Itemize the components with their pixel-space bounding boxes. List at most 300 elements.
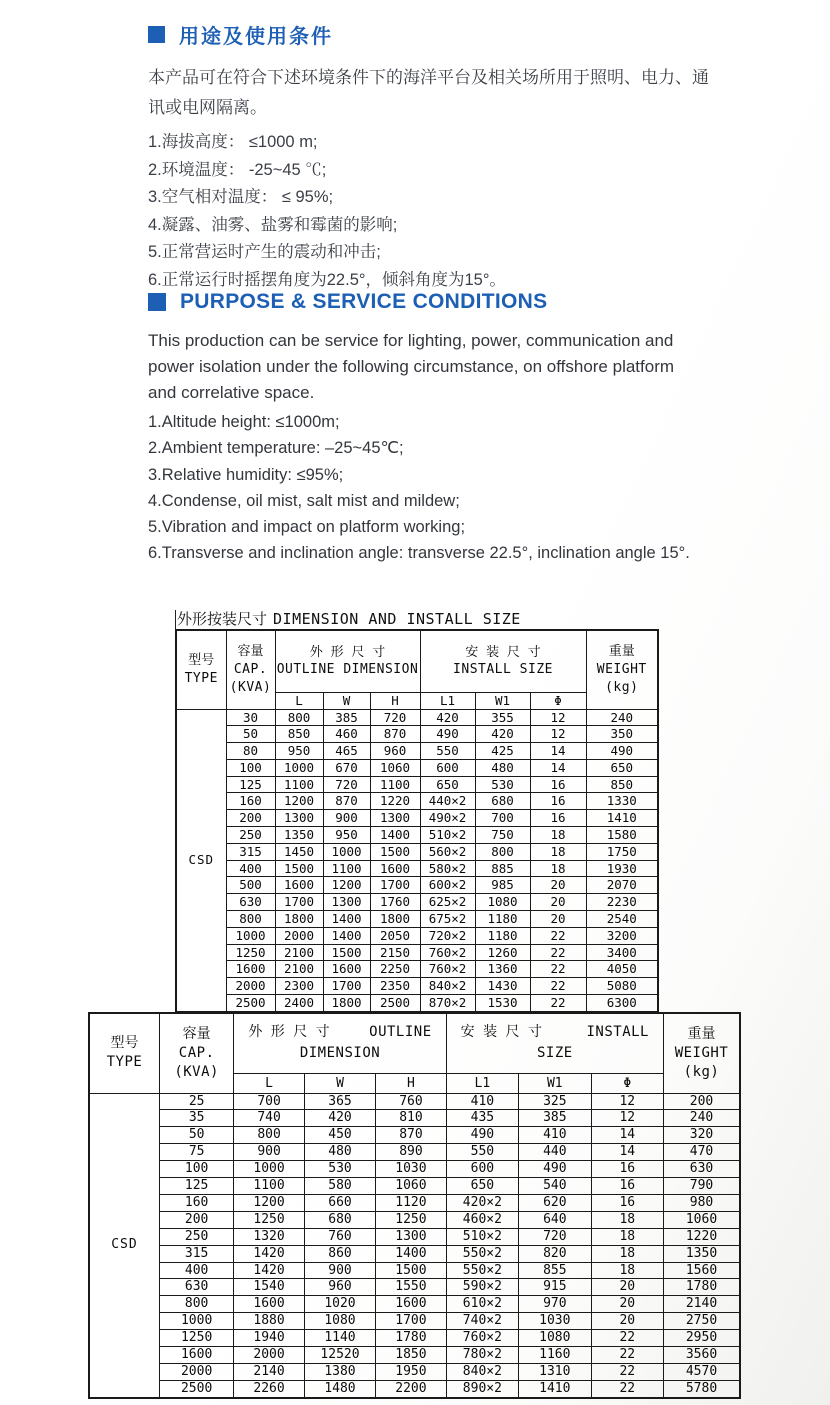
table-cell: 1080 <box>519 1330 591 1347</box>
table-cell: 1100 <box>275 776 323 793</box>
table-cell: 600 <box>420 759 475 776</box>
table-cell: 16 <box>591 1194 663 1211</box>
table-cell: 2000 <box>234 1347 304 1364</box>
table-cell: 18 <box>530 860 586 877</box>
table-cell: 460 <box>323 726 370 743</box>
table-cell: 1080 <box>475 894 530 911</box>
th-install-size <box>420 630 586 692</box>
table1-title <box>175 610 659 629</box>
table-cell: 1100 <box>370 776 420 793</box>
table-cell: 1100 <box>234 1178 304 1195</box>
table-cell: 720 <box>323 776 370 793</box>
table-cell: 410 <box>519 1127 591 1144</box>
table-cell: 200 <box>664 1093 741 1110</box>
table-cell: 50 <box>226 726 275 743</box>
condition-item-en: 4.Condense, oil mist, salt mist and mildew; <box>148 491 460 510</box>
blue-square-icon <box>148 26 165 43</box>
table-cell: 560×2 <box>420 843 475 860</box>
table-row <box>176 860 658 877</box>
th-cap-en: CAP. <box>233 661 268 677</box>
table-cell: 2500 <box>159 1380 233 1397</box>
table-cell: 490 <box>519 1161 591 1178</box>
table-cell: 385 <box>323 709 370 726</box>
table-cell: 625×2 <box>420 894 475 911</box>
table-row <box>176 995 658 1012</box>
table-cell: 720×2 <box>420 927 475 944</box>
table-cell: 960 <box>304 1279 375 1296</box>
table-cell: 970 <box>519 1296 591 1313</box>
table-cell: 1360 <box>475 961 530 978</box>
table-cell: 1200 <box>275 793 323 810</box>
section-en <box>148 290 748 567</box>
th-weight <box>664 1013 741 1093</box>
table-cell: 2100 <box>275 944 323 961</box>
table-row <box>176 726 658 743</box>
table-cell: 840×2 <box>446 1364 518 1381</box>
table-cell: 490 <box>586 743 658 760</box>
table-cell: 1760 <box>370 894 420 911</box>
table-cell: 1700 <box>376 1313 446 1330</box>
table-cell: 1750 <box>586 843 658 860</box>
table-cell: 720 <box>370 709 420 726</box>
table1-title-en: DIMENSION AND INSTALL SIZE <box>273 610 521 628</box>
table-row <box>176 709 658 726</box>
table-cell: 1220 <box>664 1228 741 1245</box>
table-cell: 1560 <box>664 1262 741 1279</box>
table-cell: 1000 <box>323 843 370 860</box>
table-cell: 420 <box>475 726 530 743</box>
table-cell: 2070 <box>586 877 658 894</box>
table-cell: 650 <box>586 759 658 776</box>
table-cell: 1700 <box>275 894 323 911</box>
table-row <box>176 894 658 911</box>
table-cell: 200 <box>226 810 275 827</box>
th-cap-en: CAP. <box>178 1044 215 1061</box>
table-cell: 18 <box>591 1245 663 1262</box>
th-H: H <box>370 692 420 709</box>
th-L: L <box>234 1073 304 1093</box>
table-cell: 720 <box>519 1228 591 1245</box>
table-cell: 4050 <box>586 961 658 978</box>
table-cell: 1600 <box>370 860 420 877</box>
table-cell: 420×2 <box>446 1194 518 1211</box>
table-cell: 1330 <box>586 793 658 810</box>
table-cell: 1250 <box>226 944 275 961</box>
table-cell: 1080 <box>304 1313 375 1330</box>
type-cell: CSD <box>176 709 226 1012</box>
th-W: W <box>304 1073 375 1093</box>
table-cell: 18 <box>591 1211 663 1228</box>
section-en-title: PURPOSE & SERVICE CONDITIONS <box>180 290 548 313</box>
table-cell: 610×2 <box>446 1296 518 1313</box>
table-cell: 5080 <box>586 978 658 995</box>
table-cell: 100 <box>226 759 275 776</box>
table-cell: 1320 <box>234 1228 304 1245</box>
table-cell: 1450 <box>275 843 323 860</box>
table-cell: 1600 <box>226 961 275 978</box>
th-type-cn: 型号 <box>188 653 215 669</box>
th-outline-en2: DIMENSION <box>299 1045 381 1062</box>
th-phi: Φ <box>530 692 586 709</box>
table-cell: 16 <box>530 776 586 793</box>
table-cell: 1580 <box>586 827 658 844</box>
table-cell: 20 <box>530 911 586 928</box>
table-cell: 820 <box>519 1245 591 1262</box>
table-cell: 465 <box>323 743 370 760</box>
table-cell: 12 <box>591 1110 663 1127</box>
table-cell: 480 <box>304 1144 375 1161</box>
table-cell: 810 <box>376 1110 446 1127</box>
table-cell: 950 <box>323 827 370 844</box>
table-cell: 985 <box>475 877 530 894</box>
table-cell: 740 <box>234 1110 304 1127</box>
table-cell: 780×2 <box>446 1347 518 1364</box>
table-cell: 18 <box>530 843 586 860</box>
table-cell: 1780 <box>376 1330 446 1347</box>
table-cell: 2100 <box>275 961 323 978</box>
th-capacity <box>159 1013 233 1093</box>
section-cn-paragraph: 本产品可在符合下述环境条件下的海洋平台及相关场所用于照明、电力、通讯或电网隔离。 <box>148 68 709 117</box>
th-cap-cn: 容量 <box>182 1025 211 1042</box>
table-cell: 1000 <box>226 927 275 944</box>
condition-item-en: 5.Vibration and impact on platform working; <box>148 518 466 537</box>
table-cell: 25 <box>159 1093 233 1110</box>
table-row <box>176 927 658 944</box>
table-cell: 75 <box>159 1144 233 1161</box>
table1-block <box>175 610 659 1013</box>
th-weight-cn: 重量 <box>687 1025 716 1042</box>
table-cell: 410 <box>446 1093 518 1110</box>
table-cell: 20 <box>591 1296 663 1313</box>
table-cell: 1410 <box>519 1380 591 1397</box>
th-weight-unit: (kg) <box>683 1063 720 1080</box>
table-cell: 385 <box>519 1110 591 1127</box>
th-type-cn: 型号 <box>110 1035 139 1052</box>
table-cell: 1350 <box>664 1245 741 1262</box>
table-cell: 1530 <box>475 995 530 1012</box>
table-cell: 3200 <box>586 927 658 944</box>
section-en-list <box>148 409 748 567</box>
table-row <box>89 1262 740 1279</box>
th-W1: W1 <box>519 1073 591 1093</box>
table-cell: 2150 <box>370 944 420 961</box>
table-cell: 870×2 <box>420 995 475 1012</box>
table-cell: 1800 <box>323 995 370 1012</box>
table-cell: 1800 <box>370 911 420 928</box>
table-cell: 160 <box>226 793 275 810</box>
table-cell: 22 <box>530 995 586 1012</box>
th-outline-dimension <box>234 1013 446 1073</box>
table-cell: 790 <box>664 1178 741 1195</box>
table-cell: 1300 <box>275 810 323 827</box>
table-row <box>89 1296 740 1313</box>
table1-body <box>176 709 658 1012</box>
table-row <box>89 1110 740 1127</box>
table-cell: 870 <box>376 1127 446 1144</box>
table-cell: 800 <box>234 1127 304 1144</box>
table-cell: 1120 <box>376 1194 446 1211</box>
dimension-install-table-2 <box>88 1012 741 1399</box>
th-outline-en1: OUTLINE <box>369 1024 432 1041</box>
table-cell: 14 <box>591 1127 663 1144</box>
table-cell: 580 <box>304 1178 375 1195</box>
table-cell: 16 <box>530 810 586 827</box>
table-cell: 2140 <box>664 1296 741 1313</box>
th-cap-unit: (KVA) <box>229 679 272 695</box>
th-weight-cn: 重量 <box>608 644 635 660</box>
table-cell: 540 <box>519 1178 591 1195</box>
table-cell: 325 <box>519 1093 591 1110</box>
table-cell: 2300 <box>275 978 323 995</box>
table-cell: 760 <box>376 1093 446 1110</box>
table-cell: 470 <box>664 1144 741 1161</box>
section-en-paragraph: This production can be service for lighting, power, communication and power isolation under the following circumstance, on offshore platform and correlative space. <box>148 331 675 402</box>
th-install-en2: SIZE <box>536 1045 573 1062</box>
table-cell: 500 <box>226 877 275 894</box>
table1-header-group-row <box>176 630 658 692</box>
table-cell: 315 <box>226 843 275 860</box>
table-cell: 1160 <box>519 1347 591 1364</box>
th-type <box>176 630 226 709</box>
table-cell: 760×2 <box>446 1330 518 1347</box>
table-cell: 425 <box>475 743 530 760</box>
table-cell: 1220 <box>370 793 420 810</box>
table-row <box>89 1144 740 1161</box>
table-cell: 1800 <box>275 911 323 928</box>
table-cell: 1000 <box>234 1161 304 1178</box>
table-cell: 2050 <box>370 927 420 944</box>
table-cell: 435 <box>446 1110 518 1127</box>
table-cell: 1260 <box>475 944 530 961</box>
table-cell: 450 <box>304 1127 375 1144</box>
table-cell: 530 <box>475 776 530 793</box>
table-cell: 1600 <box>323 961 370 978</box>
table-row <box>176 961 658 978</box>
table-cell: 420 <box>420 709 475 726</box>
table-cell: 2260 <box>234 1380 304 1397</box>
table-cell: 675×2 <box>420 911 475 928</box>
table-row <box>176 978 658 995</box>
type-cell: CSD <box>89 1093 159 1398</box>
table-cell: 660 <box>304 1194 375 1211</box>
section-cn <box>148 20 748 294</box>
table-cell: 550 <box>446 1144 518 1161</box>
table-cell: 1950 <box>376 1364 446 1381</box>
table-cell: 240 <box>586 709 658 726</box>
table-cell: 680 <box>475 793 530 810</box>
th-type <box>89 1013 159 1093</box>
table-cell: 2500 <box>226 995 275 1012</box>
th-cap-unit: (KVA) <box>174 1063 219 1080</box>
table-cell: 18 <box>591 1262 663 1279</box>
table-cell: 160 <box>159 1194 233 1211</box>
section-cn-title: 用途及使用条件 <box>179 26 333 48</box>
table-cell: 840×2 <box>420 978 475 995</box>
table-cell: 420 <box>304 1110 375 1127</box>
table-cell: 2750 <box>664 1313 741 1330</box>
table-cell: 100 <box>159 1161 233 1178</box>
table-cell: 1060 <box>376 1178 446 1195</box>
table-cell: 20 <box>530 894 586 911</box>
table-cell: 16 <box>591 1161 663 1178</box>
table-cell: 1700 <box>323 978 370 995</box>
table-cell: 1420 <box>234 1245 304 1262</box>
table-cell: 890 <box>376 1144 446 1161</box>
table-cell: 1600 <box>159 1347 233 1364</box>
table-cell: 365 <box>304 1093 375 1110</box>
table-row <box>176 944 658 961</box>
table-cell: 22 <box>591 1347 663 1364</box>
table-cell: 870 <box>370 726 420 743</box>
table-cell: 250 <box>159 1228 233 1245</box>
table-cell: 1030 <box>376 1161 446 1178</box>
table-cell: 510×2 <box>446 1228 518 1245</box>
table-cell: 1060 <box>664 1211 741 1228</box>
table-cell: 1060 <box>370 759 420 776</box>
th-L: L <box>275 692 323 709</box>
table-cell: 620 <box>519 1194 591 1211</box>
table-cell: 20 <box>591 1313 663 1330</box>
table-cell: 200 <box>159 1211 233 1228</box>
section-cn-list <box>148 129 748 294</box>
table-row <box>89 1127 740 1144</box>
table-cell: 530 <box>304 1161 375 1178</box>
table-cell: 2230 <box>586 894 658 911</box>
table-cell: 1000 <box>275 759 323 776</box>
table-cell: 760×2 <box>420 944 475 961</box>
table-cell: 580×2 <box>420 860 475 877</box>
table-cell: 400 <box>226 860 275 877</box>
table-cell: 890×2 <box>446 1380 518 1397</box>
table-cell: 1300 <box>323 894 370 911</box>
table-cell: 12 <box>530 726 586 743</box>
table-cell: 670 <box>323 759 370 776</box>
th-type-en: TYPE <box>184 670 218 686</box>
table-cell: 1180 <box>475 911 530 928</box>
table-cell: 900 <box>323 810 370 827</box>
condition-item-en: 6.Transverse and inclination angle: transverse 22.5°, inclination angle 15°. <box>148 544 690 563</box>
th-install-cn: 安 装 尺 寸 <box>465 644 541 660</box>
table-cell: 490×2 <box>420 810 475 827</box>
table-cell: 350 <box>586 726 658 743</box>
th-install-en: INSTALL SIZE <box>453 662 553 678</box>
th-phi: Φ <box>591 1073 663 1093</box>
th-outline-cn: 外 形 尺 寸 <box>248 1024 330 1041</box>
table-cell: 440×2 <box>420 793 475 810</box>
table-cell: 1300 <box>376 1228 446 1245</box>
table-cell: 950 <box>275 743 323 760</box>
th-outline-cn: 外 形 尺 寸 <box>309 644 386 660</box>
table-row <box>89 1194 740 1211</box>
th-W: W <box>323 692 370 709</box>
table-row <box>176 911 658 928</box>
table-cell: 16 <box>591 1178 663 1195</box>
table-cell: 1500 <box>275 860 323 877</box>
table-cell: 1480 <box>304 1380 375 1397</box>
table-row <box>89 1313 740 1330</box>
table-cell: 5780 <box>664 1380 741 1397</box>
table-cell: 22 <box>591 1380 663 1397</box>
table-cell: 2250 <box>370 961 420 978</box>
table-cell: 440 <box>519 1144 591 1161</box>
table-row <box>89 1161 740 1178</box>
table-cell: 680 <box>304 1211 375 1228</box>
condition-item-cn: 4.凝露、油雾、盐雾和霉菌的影响; <box>148 215 398 234</box>
table-cell: 80 <box>226 743 275 760</box>
table-cell: 1500 <box>370 843 420 860</box>
table-cell: 3400 <box>586 944 658 961</box>
table-cell: 14 <box>591 1144 663 1161</box>
table-cell: 18 <box>530 827 586 844</box>
table-row <box>89 1211 740 1228</box>
condition-item-cn: 5.正常营运时产生的震动和冲击; <box>148 243 381 261</box>
table-cell: 1940 <box>234 1330 304 1347</box>
dimension-install-table-1 <box>175 629 659 1013</box>
table-cell: 850 <box>275 726 323 743</box>
table-cell: 1100 <box>323 860 370 877</box>
table-row <box>89 1364 740 1381</box>
table-cell: 22 <box>530 944 586 961</box>
table-cell: 355 <box>475 709 530 726</box>
table-cell: 1400 <box>376 1245 446 1262</box>
table-cell: 12 <box>591 1093 663 1110</box>
table-cell: 1400 <box>370 827 420 844</box>
table-cell: 800 <box>475 843 530 860</box>
table-cell: 740×2 <box>446 1313 518 1330</box>
th-weight-unit: (kg) <box>605 679 639 695</box>
table-cell: 750 <box>475 827 530 844</box>
table-cell: 650 <box>446 1178 518 1195</box>
table-cell: 860 <box>304 1245 375 1262</box>
table-cell: 1200 <box>234 1194 304 1211</box>
table-cell: 2500 <box>370 995 420 1012</box>
table-cell: 850 <box>586 776 658 793</box>
table-cell: 1310 <box>519 1364 591 1381</box>
th-capacity <box>226 630 275 709</box>
table-cell: 18 <box>591 1228 663 1245</box>
table-cell: 12 <box>530 709 586 726</box>
th-weight-en: WEIGHT <box>674 1044 729 1061</box>
table-cell: 885 <box>475 860 530 877</box>
th-cap-cn: 容量 <box>237 644 264 660</box>
table-cell: 1500 <box>323 944 370 961</box>
table-cell: 6300 <box>586 995 658 1012</box>
table-cell: 960 <box>370 743 420 760</box>
table-cell: 250 <box>226 827 275 844</box>
table-cell: 1700 <box>370 877 420 894</box>
table-cell: 760 <box>304 1228 375 1245</box>
table-cell: 640 <box>519 1211 591 1228</box>
th-weight <box>586 630 658 709</box>
table-row <box>89 1279 740 1296</box>
condition-item-en: 2.Ambient temperature: –25~45℃; <box>148 439 404 458</box>
th-install-en1: INSTALL <box>586 1024 649 1041</box>
table-cell: 1410 <box>586 810 658 827</box>
table-cell: 900 <box>304 1262 375 1279</box>
condition-item-cn: 1.海拔高度： ≤1000 m; <box>148 133 318 151</box>
table-cell: 125 <box>226 776 275 793</box>
table-row <box>89 1245 740 1262</box>
table-cell: 2350 <box>370 978 420 995</box>
table-row <box>89 1380 740 1397</box>
table-cell: 510×2 <box>420 827 475 844</box>
table-cell: 50 <box>159 1127 233 1144</box>
table-cell: 700 <box>234 1093 304 1110</box>
table-cell: 1380 <box>304 1364 375 1381</box>
table-cell: 1250 <box>159 1330 233 1347</box>
table-cell: 1250 <box>234 1211 304 1228</box>
table-cell: 900 <box>234 1144 304 1161</box>
